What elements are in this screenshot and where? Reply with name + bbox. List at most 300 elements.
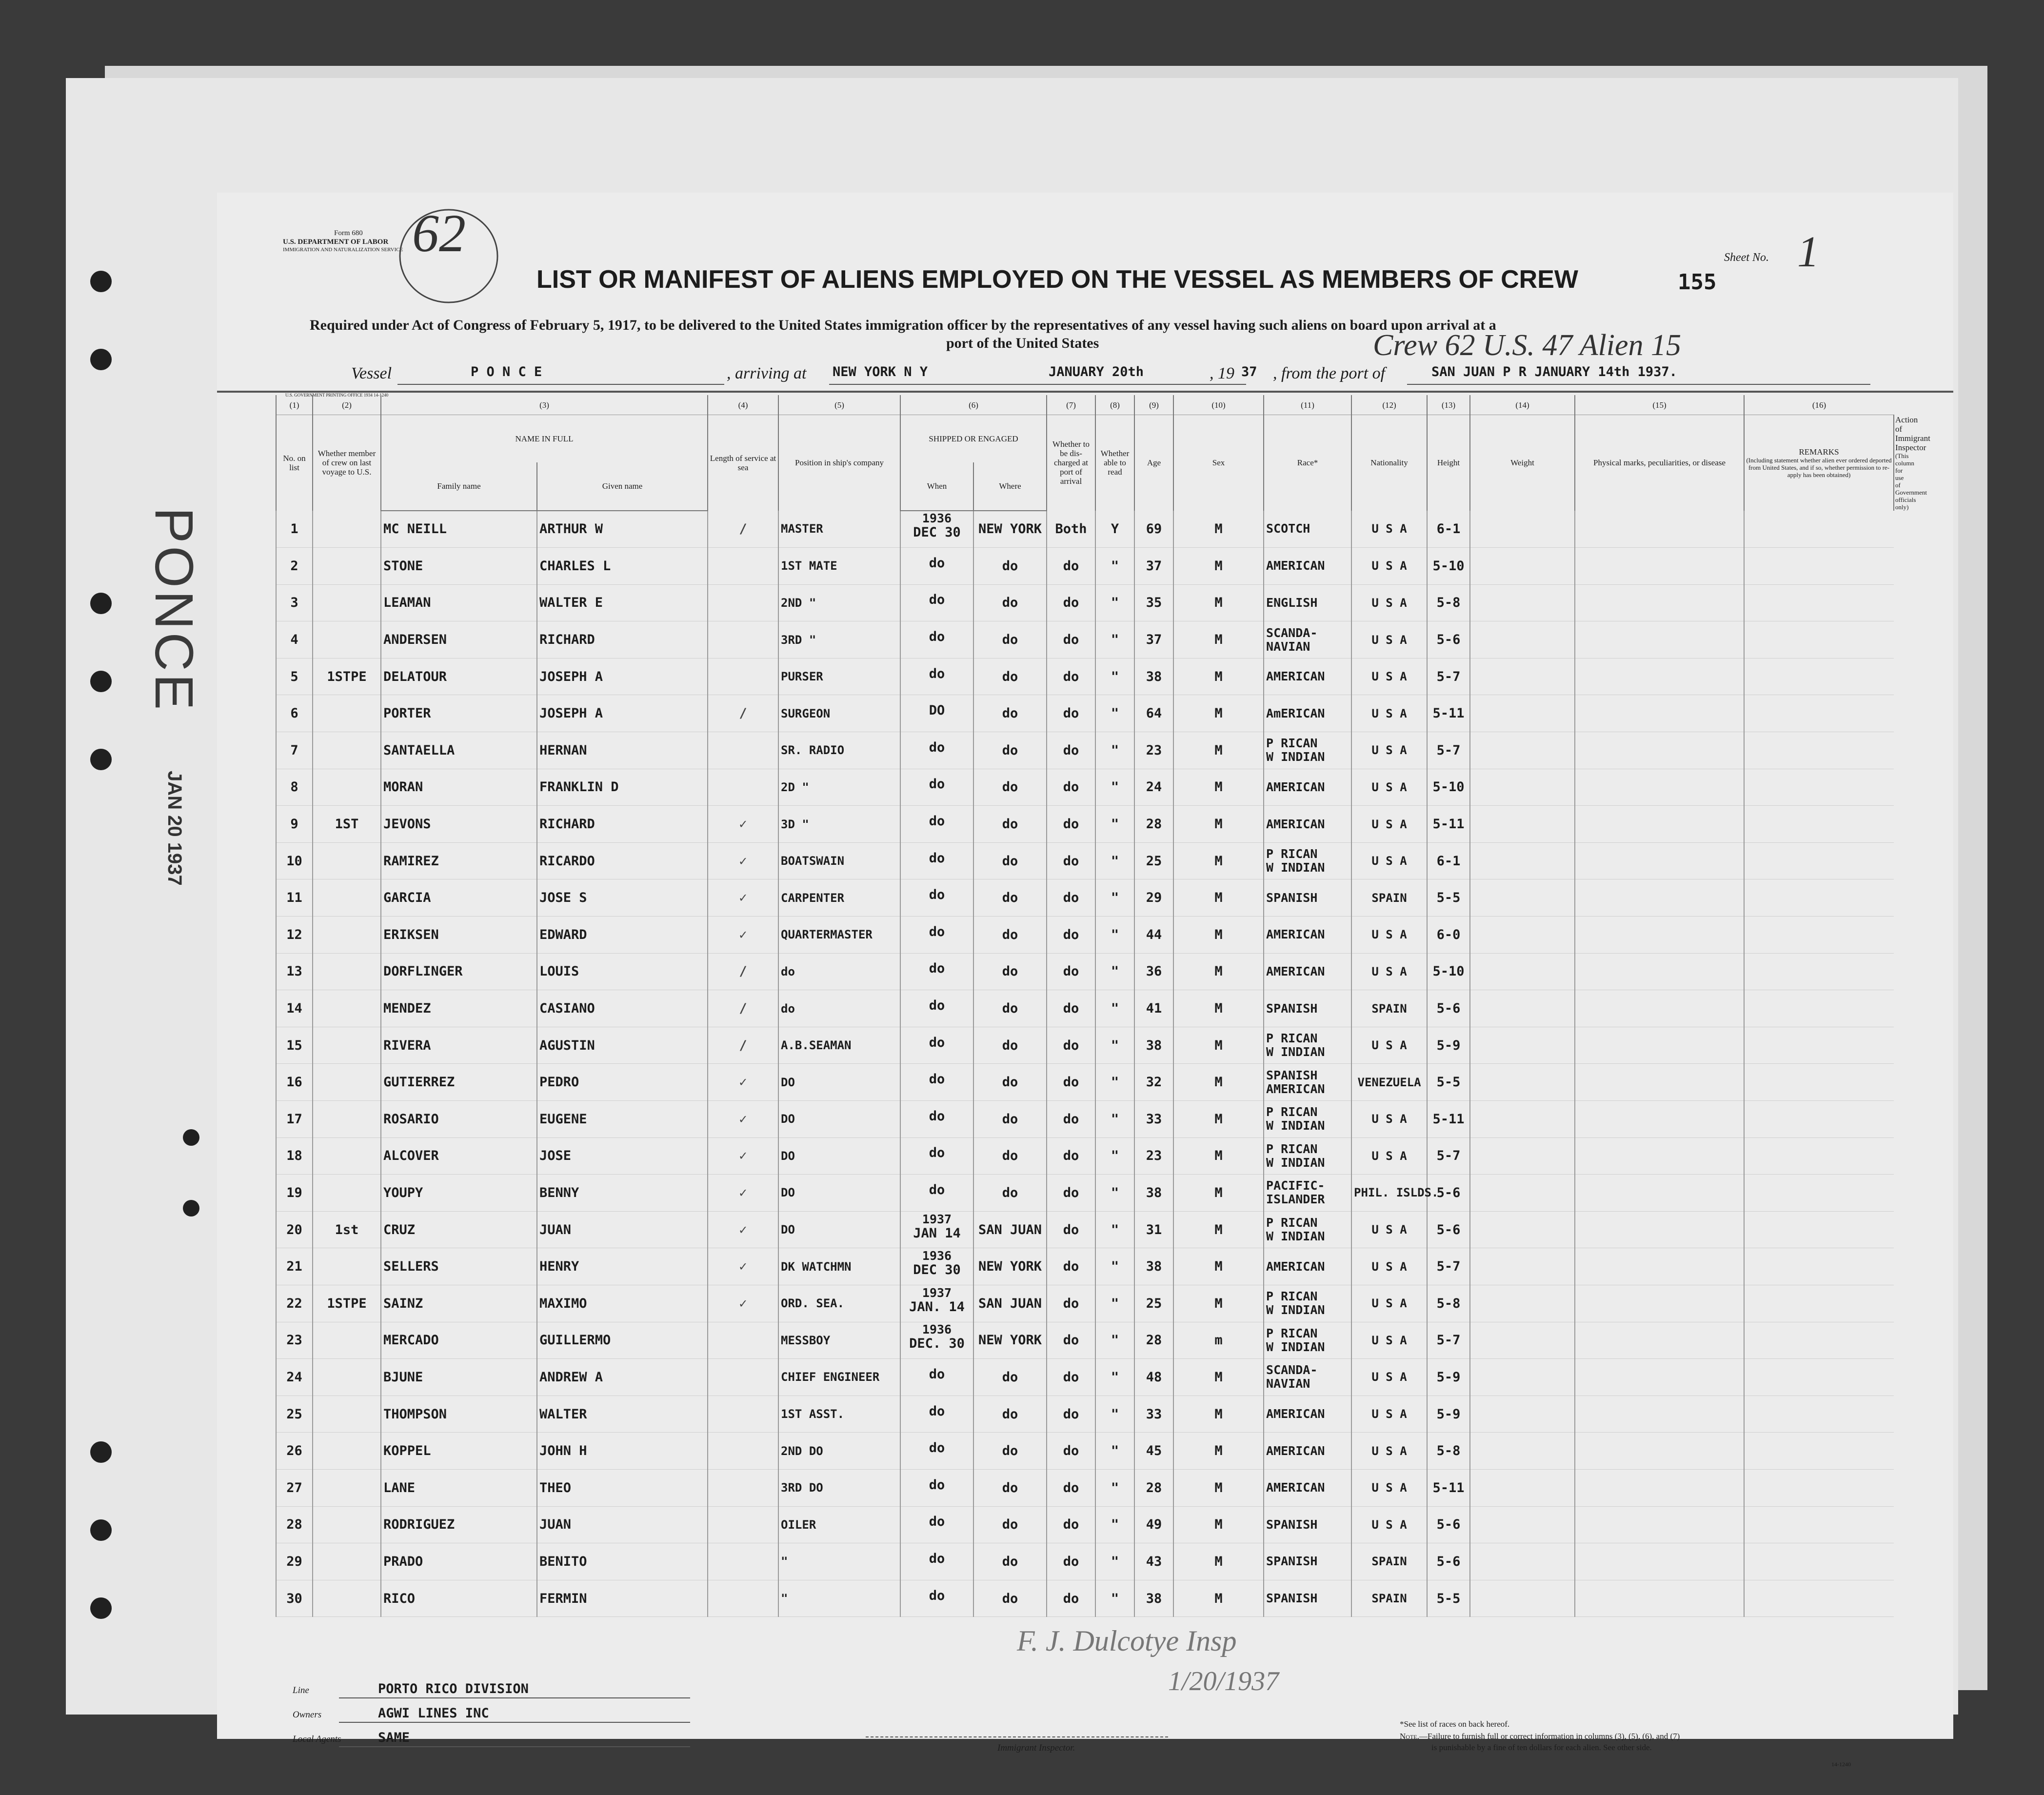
physical-marks-cell: [1575, 1543, 1744, 1580]
date-stamp-text: JAN 20 1937: [164, 771, 185, 886]
shipped-date: do: [929, 1588, 945, 1603]
position-cell: 1ST MATE: [778, 548, 900, 585]
nationality-cell: U S A: [1351, 511, 1427, 548]
race-line-2: SPANISH: [1266, 1001, 1318, 1016]
physical-marks-cell: [1575, 658, 1744, 695]
height-cell: 5-5: [1427, 1064, 1470, 1101]
given-name-cell: FERMIN: [537, 1580, 708, 1617]
vessel-stamp-text: PONCE: [144, 507, 204, 713]
race-line-1: PACIFIC-: [1266, 1178, 1325, 1193]
race-cell: [1264, 1248, 1351, 1285]
family-name-cell: YOUPY: [381, 1175, 537, 1212]
shipped-date: JAN 14: [913, 1225, 961, 1241]
height-cell: 5-6: [1427, 990, 1470, 1027]
service-tick-cell: [708, 548, 778, 585]
family-name-cell: MORAN: [381, 769, 537, 806]
shipped-when-cell: [900, 990, 973, 1027]
row-number-cell: 23: [276, 1322, 313, 1359]
shipped-where-cell: do: [973, 1175, 1047, 1212]
service-tick-cell: /: [708, 695, 778, 732]
age-cell: 49: [1134, 1506, 1173, 1543]
race-cell: [1264, 842, 1351, 879]
family-name-cell: LANE: [381, 1469, 537, 1506]
remarks-cell: [1744, 1359, 1894, 1396]
given-name-cell: JOHN H: [537, 1433, 708, 1470]
shipped-date: do: [929, 998, 945, 1014]
service-tick-cell: [708, 1543, 778, 1580]
fine-note: [1400, 1732, 1680, 1741]
binder-hole: [90, 1441, 112, 1463]
last-voyage-cell: [313, 732, 381, 769]
header-given-name: Given name: [537, 462, 708, 510]
race-cell: [1264, 990, 1351, 1027]
table-row: [276, 806, 1894, 843]
sex-cell: m: [1173, 1322, 1264, 1359]
service-tick-cell: /: [708, 1027, 778, 1064]
shipped-when-cell: [900, 1543, 973, 1580]
physical-marks-cell: [1575, 511, 1744, 548]
vessel-stamp: [143, 507, 205, 713]
race-cell: [1264, 1580, 1351, 1617]
service-tick-cell: ✓: [708, 1248, 778, 1285]
physical-marks-cell: [1575, 1064, 1744, 1101]
binder-hole: [183, 1129, 199, 1146]
row-number-cell: 17: [276, 1101, 313, 1138]
shipped-where-cell: NEW YORK: [973, 1322, 1047, 1359]
last-voyage-cell: [313, 1137, 381, 1175]
remarks-cell: [1744, 1543, 1894, 1580]
header-family-name: Family name: [381, 462, 537, 510]
race-line-2: AMERICAN: [1266, 1407, 1325, 1421]
remarks-note: (Including statement whether alien ever ordered deported from United States, and if so, whether permission to re-apply has been obtained): [1746, 456, 1892, 479]
able-to-read-cell: ": [1095, 1101, 1134, 1138]
race-line-2: NAVIAN: [1266, 1376, 1310, 1391]
weight-cell: [1470, 1211, 1575, 1248]
given-name-cell: JOSE: [537, 1137, 708, 1175]
weight-cell: [1470, 1396, 1575, 1433]
table-row: [276, 1322, 1894, 1359]
nationality-cell: VENEZUELA: [1351, 1064, 1427, 1101]
sex-cell: M: [1173, 953, 1264, 990]
sheet-number: 1: [1797, 228, 1819, 276]
header-when: When: [900, 462, 973, 510]
last-voyage-cell: [313, 1101, 381, 1138]
nationality-cell: U S A: [1351, 1101, 1427, 1138]
shipped-where-cell: do: [973, 1064, 1047, 1101]
sex-cell: M: [1173, 621, 1264, 658]
vessel-label: Vessel: [351, 364, 392, 382]
height-cell: 5-6: [1427, 1211, 1470, 1248]
race-line-2: AMERICAN: [1266, 1443, 1325, 1458]
able-to-read-cell: ": [1095, 695, 1134, 732]
race-cell: [1264, 917, 1351, 954]
discharged-cell: do: [1047, 658, 1095, 695]
able-to-read-cell: ": [1095, 548, 1134, 585]
arriving-label: , arriving at: [727, 364, 807, 382]
family-name-cell: MC NEILL: [381, 511, 537, 548]
weight-cell: [1470, 1027, 1575, 1064]
race-line-2: AmERICAN: [1266, 706, 1325, 720]
shipped-year: 1936: [922, 1249, 952, 1263]
age-cell: 29: [1134, 879, 1173, 917]
shipped-date: do: [929, 1551, 945, 1566]
age-cell: 25: [1134, 1285, 1173, 1322]
shipped-when-cell: [900, 1101, 973, 1138]
table-row: [276, 1248, 1894, 1285]
physical-marks-cell: [1575, 732, 1744, 769]
remarks-cell: [1744, 1211, 1894, 1248]
position-cell: QUARTERMASTER: [778, 917, 900, 954]
shipped-where-cell: do: [973, 1580, 1047, 1617]
discharged-cell: do: [1047, 1543, 1095, 1580]
service-tick-cell: [708, 732, 778, 769]
given-name-cell: LOUIS: [537, 953, 708, 990]
shipped-where-cell: do: [973, 917, 1047, 954]
owners-value: AGWI LINES INC: [378, 1706, 489, 1721]
able-to-read-cell: ": [1095, 1064, 1134, 1101]
height-cell: 5-5: [1427, 879, 1470, 917]
remarks-cell: [1744, 1433, 1894, 1470]
service-tick-cell: ✓: [708, 917, 778, 954]
binder-hole: [90, 349, 112, 370]
binder-hole: [90, 593, 112, 614]
race-line-2: AMERICAN: [1266, 779, 1325, 794]
discharged-cell: do: [1047, 1469, 1095, 1506]
given-name-cell: JUAN: [537, 1506, 708, 1543]
nationality-cell: U S A: [1351, 548, 1427, 585]
able-to-read-cell: ": [1095, 1396, 1134, 1433]
physical-marks-cell: [1575, 806, 1744, 843]
discharged-cell: do: [1047, 1322, 1095, 1359]
from-port-label: , from the port of: [1273, 364, 1386, 382]
manifest-title: LIST OR MANIFEST OF ALIENS EMPLOYED ON THE VESSEL AS MEMBERS OF CREW: [536, 265, 1578, 294]
table-row: [276, 1543, 1894, 1580]
nationality-cell: PHIL. ISLDS.: [1351, 1175, 1427, 1212]
shipped-date: do: [929, 887, 945, 903]
nationality-cell: U S A: [1351, 1211, 1427, 1248]
race-line-1: P RICAN: [1266, 1216, 1318, 1230]
service-tick-cell: ✓: [708, 842, 778, 879]
height-cell: 5-7: [1427, 658, 1470, 695]
weight-cell: [1470, 658, 1575, 695]
race-cell: [1264, 1322, 1351, 1359]
race-cell: [1264, 1543, 1351, 1580]
agents-label: Local Agents: [293, 1734, 341, 1744]
family-name-cell: RIVERA: [381, 1027, 537, 1064]
row-number-cell: 3: [276, 584, 313, 621]
able-to-read-cell: ": [1095, 1543, 1134, 1580]
shipped-date: do: [929, 592, 945, 608]
discharged-cell: do: [1047, 1506, 1095, 1543]
nationality-cell: U S A: [1351, 1433, 1427, 1470]
service-tick-cell: [708, 1359, 778, 1396]
family-name-cell: MERCADO: [381, 1322, 537, 1359]
given-name-cell: BENITO: [537, 1543, 708, 1580]
position-cell: CHIEF ENGINEER: [778, 1359, 900, 1396]
table-row: [276, 1285, 1894, 1322]
given-name-cell: WALTER: [537, 1396, 708, 1433]
position-cell: ORD. SEA.: [778, 1285, 900, 1322]
row-number-cell: 28: [276, 1506, 313, 1543]
race-line-1: P RICAN: [1266, 847, 1318, 861]
age-cell: 35: [1134, 584, 1173, 621]
sex-cell: M: [1173, 1359, 1264, 1396]
nationality-cell: U S A: [1351, 621, 1427, 658]
table-row: [276, 879, 1894, 917]
page-number: 155: [1678, 270, 1717, 295]
remarks-cell: [1744, 1101, 1894, 1138]
shipped-where-cell: do: [973, 584, 1047, 621]
discharged-cell: do: [1047, 1101, 1095, 1138]
col-num-4: (4): [708, 395, 778, 415]
row-number-cell: 14: [276, 990, 313, 1027]
age-cell: 33: [1134, 1396, 1173, 1433]
header-shipped: SHIPPED OR ENGAGED: [900, 415, 1047, 463]
remarks-title: REMARKS: [1799, 447, 1839, 457]
able-to-read-cell: ": [1095, 1433, 1134, 1470]
age-cell: 28: [1134, 806, 1173, 843]
age-cell: 45: [1134, 1433, 1173, 1470]
nationality-cell: U S A: [1351, 695, 1427, 732]
race-line-2: SCOTCH: [1266, 521, 1310, 536]
given-name-cell: JOSEPH A: [537, 695, 708, 732]
last-voyage-cell: [313, 1396, 381, 1433]
col-num-11: (11): [1264, 395, 1351, 415]
race-line-1: SPANISH: [1266, 1068, 1318, 1082]
race-cell: [1264, 1396, 1351, 1433]
race-line-2: SPANISH: [1266, 1591, 1318, 1606]
date-stamp: [163, 771, 185, 886]
shipped-date: do: [929, 629, 945, 645]
sex-cell: M: [1173, 1506, 1264, 1543]
discharged-cell: do: [1047, 1175, 1095, 1212]
age-cell: 33: [1134, 1101, 1173, 1138]
given-name-cell: AGUSTIN: [537, 1027, 708, 1064]
discharged-cell: do: [1047, 548, 1095, 585]
able-to-read-cell: ": [1095, 1248, 1134, 1285]
binder-hole: [90, 1519, 112, 1541]
last-voyage-cell: 1STPE: [313, 1285, 381, 1322]
service-tick-cell: ✓: [708, 1285, 778, 1322]
header-length-service: Length of service at sea: [708, 415, 778, 511]
given-name-cell: ANDREW A: [537, 1359, 708, 1396]
table-row: [276, 1064, 1894, 1101]
crew-manifest-table: [276, 395, 1930, 1617]
height-cell: 5-9: [1427, 1359, 1470, 1396]
shipped-when-cell: [900, 658, 973, 695]
last-voyage-cell: [313, 1359, 381, 1396]
fine-note-label: Note.: [1400, 1732, 1419, 1741]
nationality-cell: U S A: [1351, 1359, 1427, 1396]
nationality-cell: U S A: [1351, 732, 1427, 769]
service-tick-cell: [708, 584, 778, 621]
family-name-cell: SAINZ: [381, 1285, 537, 1322]
position-cell: PURSER: [778, 658, 900, 695]
shipped-where-cell: do: [973, 1359, 1047, 1396]
shipped-where-cell: do: [973, 806, 1047, 843]
row-number-cell: 13: [276, 953, 313, 990]
row-number-cell: 25: [276, 1396, 313, 1433]
shipped-when-cell: [900, 1285, 973, 1322]
family-name-cell: KOPPEL: [381, 1433, 537, 1470]
position-cell: do: [778, 953, 900, 990]
shipped-date: do: [929, 777, 945, 792]
line-value: PORTO RICO DIVISION: [378, 1681, 529, 1696]
row-number-cell: 10: [276, 842, 313, 879]
race-cell: [1264, 548, 1351, 585]
race-line-2: W INDIAN: [1266, 1118, 1325, 1133]
table-row: [276, 990, 1894, 1027]
sex-cell: M: [1173, 511, 1264, 548]
last-voyage-cell: 1ST: [313, 806, 381, 843]
race-line-2: AMERICAN: [1266, 669, 1325, 684]
inspector-signature: F. J. Dulcotye Insp: [1017, 1625, 1237, 1657]
shipped-where-cell: do: [973, 1506, 1047, 1543]
header-age: Age: [1134, 415, 1173, 511]
family-name-cell: SANTAELLA: [381, 732, 537, 769]
table-row: [276, 953, 1894, 990]
physical-marks-cell: [1575, 1137, 1744, 1175]
position-cell: 3D ": [778, 806, 900, 843]
position-cell: 2D ": [778, 769, 900, 806]
discharged-cell: do: [1047, 732, 1095, 769]
discharged-cell: do: [1047, 695, 1095, 732]
table-row: [276, 1506, 1894, 1543]
age-cell: 36: [1134, 953, 1173, 990]
family-name-cell: BJUNE: [381, 1359, 537, 1396]
position-cell: DO: [778, 1211, 900, 1248]
able-to-read-cell: ": [1095, 1506, 1134, 1543]
shipped-where-cell: NEW YORK: [973, 1248, 1047, 1285]
header-race: Race*: [1264, 415, 1351, 511]
table-row: [276, 1027, 1894, 1064]
shipped-date: do: [929, 1403, 945, 1419]
shipped-date: DO: [929, 703, 945, 718]
vessel-name: P O N C E: [471, 364, 542, 379]
remarks-cell: [1744, 695, 1894, 732]
shipped-where-cell: do: [973, 695, 1047, 732]
agents-underline: [339, 1746, 690, 1747]
discharged-cell: do: [1047, 917, 1095, 954]
manifest-paper: [66, 78, 1958, 1768]
shipped-when-cell: [900, 1322, 973, 1359]
weight-cell: [1470, 584, 1575, 621]
sex-cell: M: [1173, 658, 1264, 695]
service-tick-cell: [708, 1469, 778, 1506]
binder-hole: [90, 271, 112, 292]
height-cell: 5-10: [1427, 548, 1470, 585]
discharged-cell: do: [1047, 1064, 1095, 1101]
able-to-read-cell: ": [1095, 1469, 1134, 1506]
height-cell: 5-8: [1427, 1285, 1470, 1322]
physical-marks-cell: [1575, 1211, 1744, 1248]
weight-cell: [1470, 621, 1575, 658]
service-tick-cell: [708, 1396, 778, 1433]
race-line-2: ENGLISH: [1266, 595, 1318, 610]
age-cell: 64: [1134, 695, 1173, 732]
weight-cell: [1470, 732, 1575, 769]
discharged-cell: do: [1047, 621, 1095, 658]
able-to-read-cell: ": [1095, 917, 1134, 954]
age-cell: 38: [1134, 1248, 1173, 1285]
row-number-cell: 6: [276, 695, 313, 732]
age-cell: 48: [1134, 1359, 1173, 1396]
age-cell: 38: [1134, 658, 1173, 695]
family-name-cell: THOMPSON: [381, 1396, 537, 1433]
position-cell: MASTER: [778, 511, 900, 548]
remarks-cell: [1744, 1396, 1894, 1433]
race-cell: [1264, 1506, 1351, 1543]
physical-marks-cell: [1575, 584, 1744, 621]
col-num-2: (2): [313, 395, 381, 415]
remarks-cell: [1744, 1175, 1894, 1212]
remarks-cell: [1744, 917, 1894, 954]
race-line-2: AMERICAN: [1266, 927, 1325, 942]
row-number-cell: 24: [276, 1359, 313, 1396]
race-line-2: AMERICAN: [1266, 1081, 1325, 1096]
nationality-cell: U S A: [1351, 806, 1427, 843]
position-cell: 3RD DO: [778, 1469, 900, 1506]
row-number-cell: 21: [276, 1248, 313, 1285]
sex-cell: M: [1173, 990, 1264, 1027]
last-voyage-cell: [313, 1433, 381, 1470]
discharged-cell: do: [1047, 1137, 1095, 1175]
weight-cell: [1470, 917, 1575, 954]
race-cell: [1264, 953, 1351, 990]
height-cell: 5-11: [1427, 1101, 1470, 1138]
shipped-when-cell: [900, 769, 973, 806]
nationality-cell: SPAIN: [1351, 1580, 1427, 1617]
race-line-2: W INDIAN: [1266, 1303, 1325, 1317]
age-cell: 23: [1134, 1137, 1173, 1175]
age-cell: 38: [1134, 1175, 1173, 1212]
arriving-port: NEW YORK N Y: [833, 364, 928, 379]
given-name-cell: JOSEPH A: [537, 658, 708, 695]
height-cell: 5-5: [1427, 1580, 1470, 1617]
nationality-cell: U S A: [1351, 917, 1427, 954]
shipped-when-cell: [900, 842, 973, 879]
weight-cell: [1470, 990, 1575, 1027]
last-voyage-cell: [313, 842, 381, 879]
fine-note-line-2: is punishable by a fine of ten dollars for each alien. See other side.: [1431, 1743, 1652, 1752]
shipped-when-cell: [900, 953, 973, 990]
inspector-label: Immigrant Inspector.: [997, 1743, 1075, 1753]
remarks-cell: [1744, 842, 1894, 879]
table-row: [276, 621, 1894, 658]
header-sex: Sex: [1173, 415, 1264, 511]
given-name-cell: JOSE S: [537, 879, 708, 917]
family-name-cell: PORTER: [381, 695, 537, 732]
position-cell: DO: [778, 1064, 900, 1101]
shipped-when-cell: [900, 1027, 973, 1064]
nationality-cell: U S A: [1351, 1322, 1427, 1359]
row-number-cell: 20: [276, 1211, 313, 1248]
race-cell: [1264, 806, 1351, 843]
line-label: Line: [293, 1685, 309, 1695]
shipped-when-cell: [900, 1211, 973, 1248]
remarks-cell: [1744, 732, 1894, 769]
position-cell: DO: [778, 1101, 900, 1138]
weight-cell: [1470, 1101, 1575, 1138]
row-number-cell: 11: [276, 879, 313, 917]
position-cell: 2ND DO: [778, 1433, 900, 1470]
table-row: [276, 1396, 1894, 1433]
shipped-where-cell: do: [973, 1396, 1047, 1433]
discharged-cell: do: [1047, 1211, 1095, 1248]
weight-cell: [1470, 1506, 1575, 1543]
family-name-cell: LEAMAN: [381, 584, 537, 621]
col-num-3: (3): [381, 395, 708, 415]
